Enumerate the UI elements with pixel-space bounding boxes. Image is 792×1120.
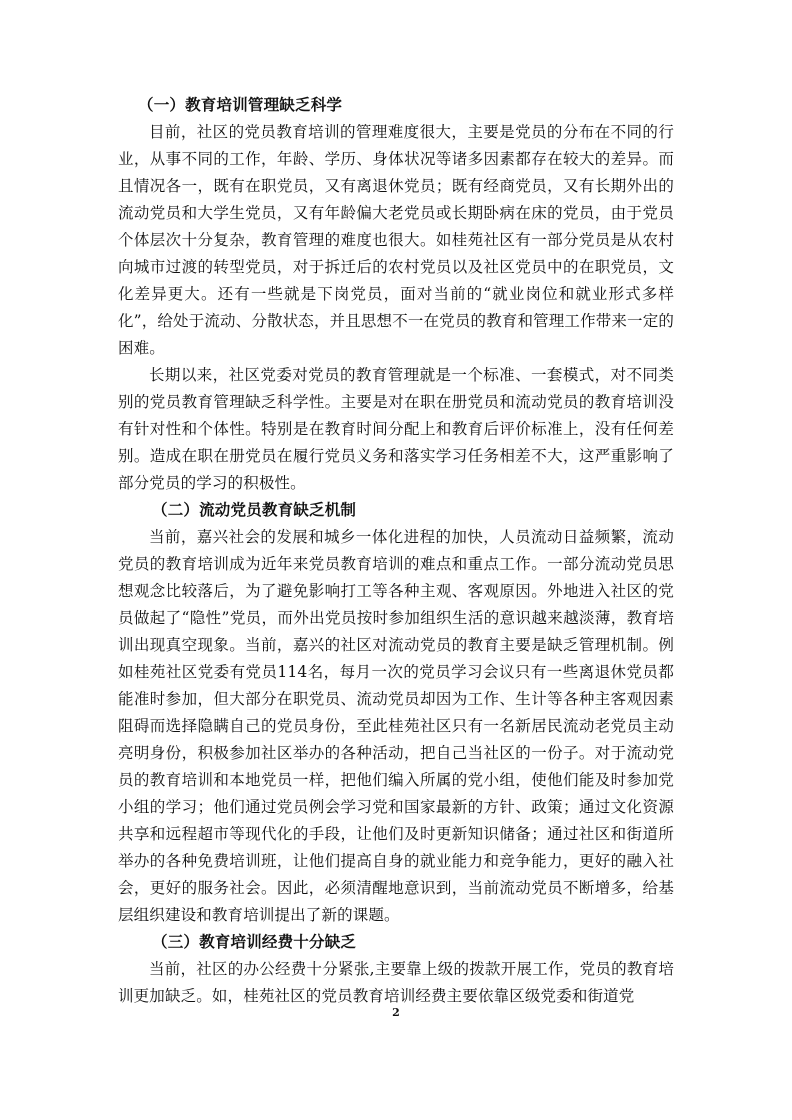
section-3-paragraph-1: 当前，社区的办公经费十分紧张,主要靠上级的拨款开展工作，党员的教育培训更加缺乏。如，桂苑社区的党员教育培训经费主要依靠区级党委和街道党 [118,960,674,1005]
page-number: 2 [392,1006,400,1019]
section-heading-2: （二）流动党员教育缺乏机制 [152,501,357,519]
section-heading-3: （三）教育培训经费十分缺乏 [152,933,357,951]
section-1-paragraph-1: 目前，社区的党员教育培训的管理难度很大，主要是党员的分布在不同的行业，从事不同的工作，年龄、学历、身体状况等诸多因素都存在较大的差异。而且情况各一，既有在职党员，又有离退休党员；既有经商党员，又有长期外出的流动党员和大学生党员，又有年龄偏大老党员或长期卧病在床的党员，由于党员个体层次十分复杂，教育管理的难度也很大。如桂苑社区有一部分党员是从农村向城市过渡的转型党员，对于拆迁后的农村党员以及社区党员中的在职党员，文化差异更大。还有一些就是下岗党员，面对当前的“就业岗位和就业形式多样化”，给处于流动、分散状态，并且思想不一在党员的教育和管理工作带来一定的困难。 [118,123,674,357]
section-1-paragraph-2: 长期以来，社区党委对党员的教育管理就是一个标准、一套模式，对不同类别的党员教育管理缺乏科学性。主要是对在职在册党员和流动党员的教育培训没有针对性和个体性。特别是在教育时间分配上和教育后评价标准上，没有任何差别。造成在职在册党员在履行党员义务和落实学习任务相差不大，这严重影响了部分党员的学习的积极性。 [118,366,674,492]
section-heading-1: （一）教育培训管理缺乏科学 [138,96,343,114]
section-2-paragraph-1: 当前，嘉兴社会的发展和城乡一体化进程的加快，人员流动日益频繁，流动党员的教育培训成为近年来党员教育培训的难点和重点工作。一部分流动党员思想观念比较落后，为了避免影响打工等各种主观、客观原因。外地进入社区的党员做起了“隐性”党员，而外出党员按时参加组织生活的意识越来越淡薄，教育培训出现真空现象。当前，嘉兴的社区对流动党员的教育主要是缺乏管理机制。例如桂苑社区党委有党员114名，每月一次的党员学习会议只有一些离退休党员都能准时参加，但大部分在职党员、流动党员却因为工作、生计等各种主客观因素阻碍而选择隐瞒自己的党员身份，至此桂苑社区只有一名新居民流动老党员主动亮明身份，积极参加社区举办的各种活动，把自己当社区的一份子。对于流动党员的教育培训和本地党员一样，把他们编入所属的党小组，使他们能及时参加党小组的学习；他们通过党员例会学习党和国家最新的方针、政策；通过文化资源共享和远程超市等现代化的手段，让他们及时更新知识储备；通过社区和街道所举办的各种免费培训班，让他们提高自身的就业能力和竞争能力，更好的融入社会，更好的服务社会。因此，必须清醒地意识到，当前流动党员不断增多，给基层组织建设和教育培训提出了新的课题。 [118,528,674,924]
document-page [118,92,674,1010]
